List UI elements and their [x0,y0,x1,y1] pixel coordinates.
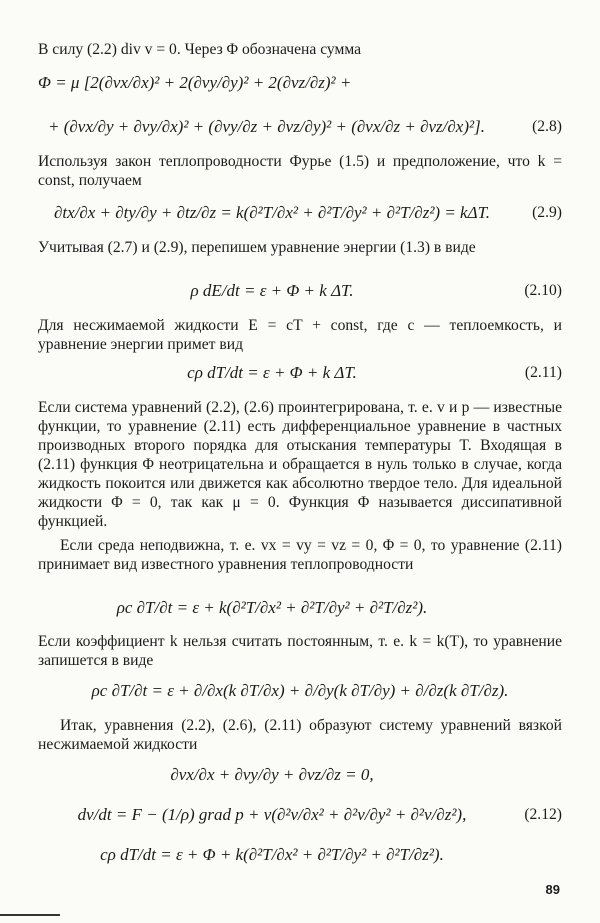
equation-variable-k: ρc ∂T/∂t = ε + ∂/∂x(k ∂T/∂x) + ∂/∂y(k ∂T/∂y) + ∂/∂z(k ∂T/∂z). [91,681,509,700]
equation-2-8-line-1: Φ = μ [2(∂vx/∂x)² + 2(∂vy/∂y)² + 2(∂vz/∂z)² + [38,73,352,92]
equation-2-8-line-2: + (∂vx/∂y + ∂vy/∂x)² + (∂vy/∂z + ∂vz/∂y)² + (∂vx/∂z + ∂vz/∂x)²]. (2.8) [48,117,562,136]
paragraph-6: Если среда неподвижна, т. е. vx = vy = vz = 0, Φ = 0, то уравнение (2.11) принимает вид известного уравнения теплопроводности [38,537,562,573]
equation-number: (2.12) [524,806,562,823]
equation-2-12-line-1: ∂vx/∂x + ∂vy/∂y + ∂vz/∂z = 0, [170,765,374,784]
paragraph-5: Если система уравнений (2.2), (2.6) проинтегрирована, т. е. v и p — известные функции, то уравнение (2.11) есть дифференциальное уравнение в частных производных второго порядка для отыскания температуры T. Входящая в (2.11) функция Φ неотрицательна и обращается в нуль только в случае, когда жидкость покоится или движется как абсолютно твердое тело. Для идеальной жидкости Φ = 0, так как μ = 0. Функция Φ называется диссипативной функцией. [38,399,562,530]
paragraph-3: Учитывая (2.7) и (2.9), перепишем уравнение энергии (1.3) в виде [38,239,476,256]
footer-rule [0,914,60,916]
equation-heat: ρc ∂T/∂t = ε + k(∂²T/∂x² + ∂²T/∂y² + ∂²T/∂z²). [116,598,428,617]
equation-number: (2.10) [524,282,562,299]
equation-2-12-line-3: cρ dT/dt = ε + Φ + k(∂²T/∂x² + ∂²T/∂y² + ∂²T/∂z²). [100,845,444,864]
paragraph-1: В силу (2.2) div v = 0. Через Φ обозначена сумма [38,41,362,58]
equation-2-9: ∂tx/∂x + ∂ty/∂y + ∂tz/∂z = k(∂²T/∂x² + ∂²T/∂y² + ∂²T/∂z²) = kΔT. (2.9) [53,203,562,222]
page-number: 89 [545,882,560,897]
equation-2-11: cρ dT/dt = ε + Φ + k ΔT. (2.11) [187,363,562,382]
equation-number: (2.9) [532,204,562,221]
equation-number: (2.11) [524,364,562,381]
paragraph-8: Итак, уравнения (2.2), (2.6), (2.11) образуют систему уравнений вязкой несжимаемой жидкости [38,717,562,753]
equation-2-10: ρ dE/dt = ε + Φ + k ΔT. (2.10) [190,281,562,300]
equation-2-12-line-2: dv/dt = F − (1/ρ) grad p + ν(∂²v/∂x² + ∂²v/∂y² + ∂²v/∂z²), (2.12) [77,805,562,824]
paragraph-4: Для несжимаемой жидкости E = cT + const, где c — теплоемкость, и уравнение энергии примет вид [38,317,562,353]
equation-number: (2.8) [532,118,562,135]
paragraph-7: Если коэффициент k нельзя считать постоянным, т. е. k = k(T), то уравнение запишется в виде [38,633,562,669]
paragraph-2: Используя закон теплопроводности Фурье (1.5) и предположение, что k = const, получаем [38,153,562,189]
